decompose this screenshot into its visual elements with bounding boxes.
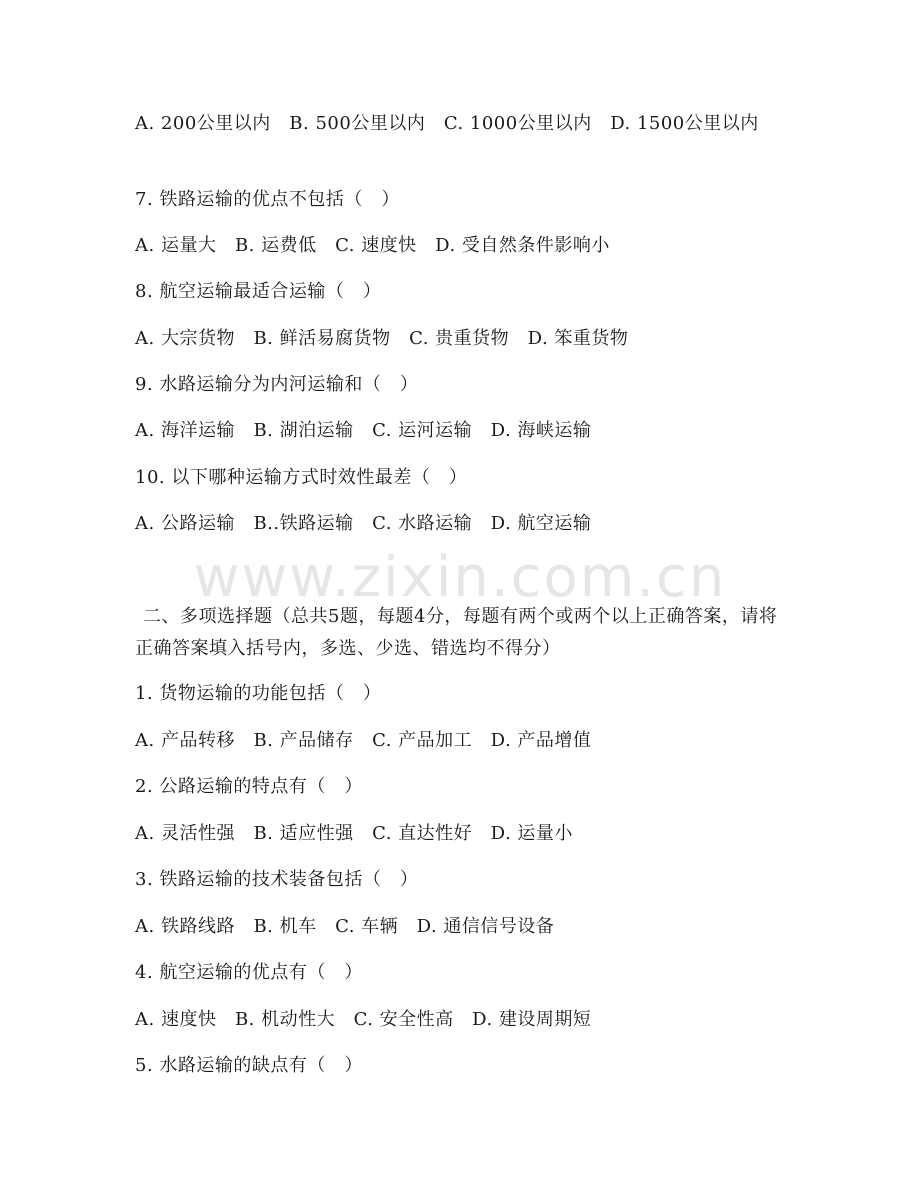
mc2-question: 2. 公路运输的特点有（ ） xyxy=(135,776,363,797)
watermark-text: www.zixin.com.cn xyxy=(193,545,727,610)
q7-question: 7. 铁路运输的优点不包括（ ） xyxy=(135,189,400,210)
mc4-question: 4. 航空运输的优点有（ ） xyxy=(135,962,363,983)
mc4-options: A. 速度快 B. 机动性大 C. 安全性高 D. 建设周期短 xyxy=(135,1009,592,1030)
q10-options: A. 公路运输 B..铁路运输 C. 水路运输 D. 航空运输 xyxy=(135,513,592,534)
q9-question: 9. 水路运输分为内河运输和（ ） xyxy=(135,374,419,395)
mc1-question: 1. 货物运输的功能包括（ ） xyxy=(135,683,382,704)
mc3-question: 3. 铁路运输的技术装备包括（ ） xyxy=(135,869,419,890)
section-heading-multiple-choice: 二、多项选择题（总共5题，每题4分，每题有两个或两个以上正确答案，请将正确答案填入括号内，多选、少选、错选均不得分） xyxy=(135,606,778,659)
q6-options: A. 200公里以内 B. 500公里以内 C. 1000公里以内 D. 1500公里以内 xyxy=(135,113,759,134)
mc2-options: A. 灵活性强 B. 适应性强 C. 直达性好 D. 运量小 xyxy=(135,823,573,844)
mc1-options: A. 产品转移 B. 产品储存 C. 产品加工 D. 产品增值 xyxy=(135,730,592,751)
q9-options: A. 海洋运输 B. 湖泊运输 C. 运河运输 D. 海峡运输 xyxy=(135,420,592,441)
q8-options: A. 大宗货物 B. 鲜活易腐货物 C. 贵重货物 D. 笨重货物 xyxy=(135,328,629,349)
q8-question: 8. 航空运输最适合运输（ ） xyxy=(135,281,382,302)
q7-options: A. 运量大 B. 运费低 C. 速度快 D. 受自然条件影响小 xyxy=(135,235,610,256)
mc5-question: 5. 水路运输的缺点有（ ） xyxy=(135,1055,363,1076)
mc3-options: A. 铁路线路 B. 机车 C. 车辆 D. 通信信号设备 xyxy=(135,916,555,937)
q10-question: 10. 以下哪种运输方式时效性最差（ ） xyxy=(135,467,468,488)
